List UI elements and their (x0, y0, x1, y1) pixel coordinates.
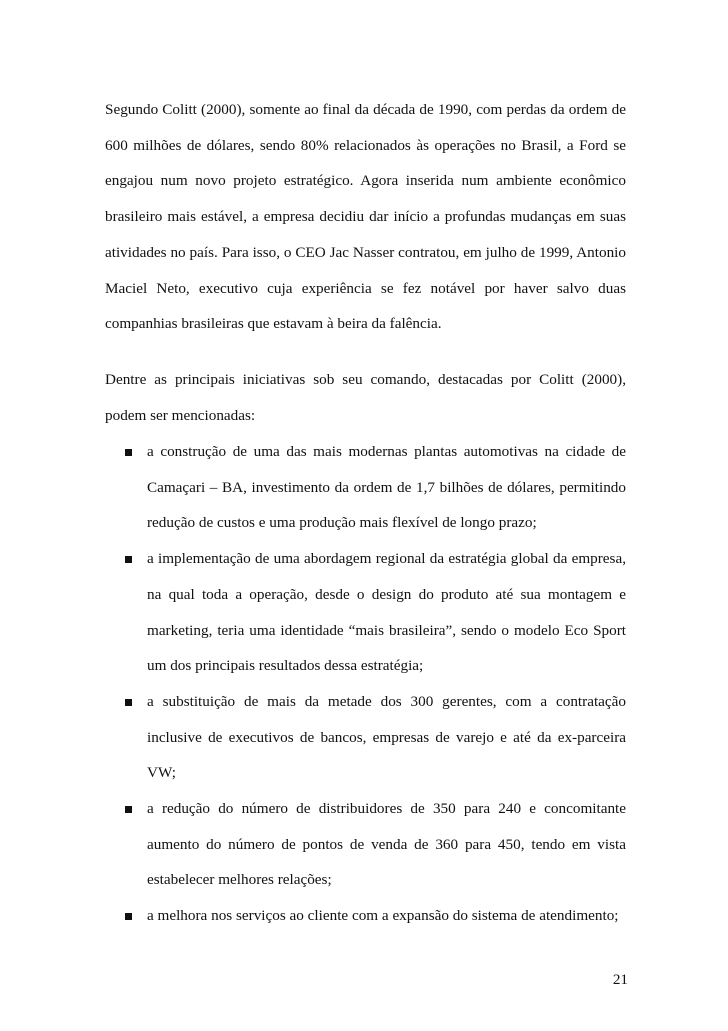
list-item-text: a melhora nos serviços ao cliente com a expansão do sistema de atendimento; (147, 907, 619, 925)
list-item (105, 791, 626, 898)
list-item-text: a substituição de mais da metade dos 300 gerentes, com a contratação inclusive de executivos de bancos, empresas de varejo e até da ex-parceira VW; (147, 692, 626, 782)
square-bullet-icon (125, 806, 132, 813)
list-item (105, 541, 626, 684)
initiatives-list (105, 434, 626, 934)
paragraph-intro: Segundo Colitt (2000), somente ao final da década de 1990, com perdas da ordem de 600 milhões de dólares, sendo 80% relacionados às operações no Brasil, a Ford se engajou num novo projeto estratégico. Agora inserida num ambiente econômico brasileiro mais estável, a empresa decidiu dar início a profundas mudanças em suas atividades no país. Para isso, o CEO Jac Nasser contratou, em julho de 1999, Antonio Maciel Neto, executivo cuja experiência se fez notável por haver salvo duas companhias brasileiras que estavam à beira da falência. (105, 101, 626, 333)
list-item (105, 684, 626, 791)
square-bullet-icon (125, 556, 132, 563)
page-number: 21 (612, 971, 628, 988)
square-bullet-icon (125, 449, 132, 456)
list-item-text: a redução do número de distribuidores de 350 para 240 e concomitante aumento do número de pontos de venda de 360 para 450, tendo em vista estabelecer melhores relações; (147, 800, 626, 889)
list-item (105, 434, 626, 541)
list-item-text: a construção de uma das mais modernas plantas automotivas na cidade de Camaçari – BA, investimento da ordem de 1,7 bilhões de dólares, permitindo redução de custos e uma produção mais flexível de longo prazo; (147, 443, 626, 532)
list-item-text: a implementação de uma abordagem regional da estratégia global da empresa, na qual toda a operação, desde o design do produto até sua montagem e marketing, teria uma identidade “mais brasileira”, sendo o modelo Eco Sport um dos principais resultados dessa estratégia; (147, 550, 626, 675)
square-bullet-icon (125, 913, 132, 920)
paragraph-initiatives: Dentre as principais iniciativas sob seu comando, destacadas por Colitt (2000), podem ser mencionadas: (105, 371, 626, 424)
list-item (105, 898, 626, 934)
square-bullet-icon (125, 699, 132, 706)
